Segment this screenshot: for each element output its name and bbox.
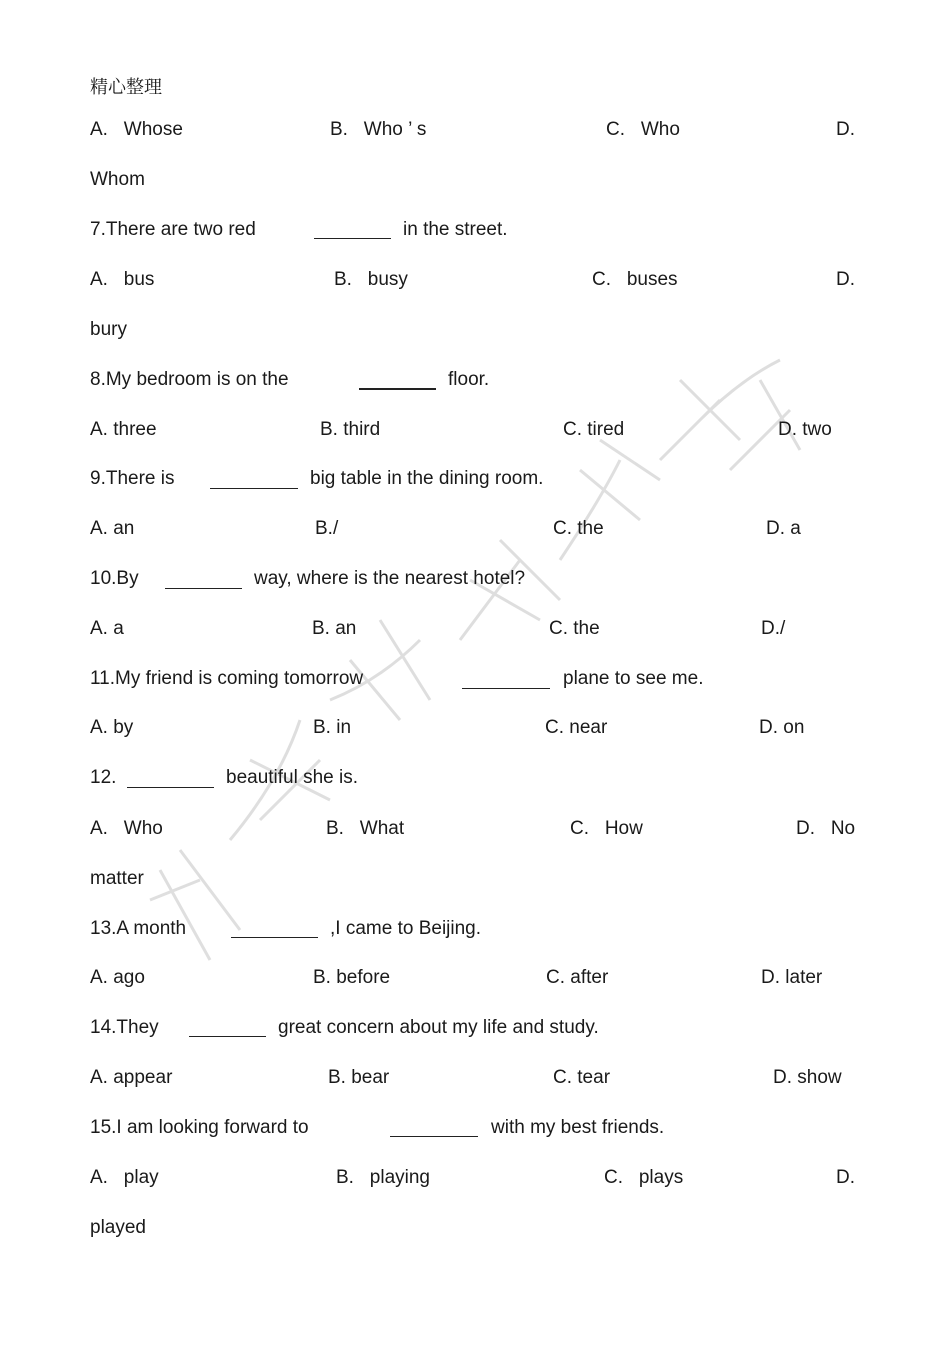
q14-stem-start: 14.They <box>90 1017 159 1038</box>
q12-answer-blank[interactable] <box>127 787 214 788</box>
q14-answer-blank[interactable] <box>189 1036 266 1037</box>
q8-option-a[interactable]: A. three <box>90 419 157 440</box>
q14-option-d[interactable]: D. show <box>773 1067 842 1088</box>
q9-option-a[interactable]: A. an <box>90 518 135 539</box>
q8-answer-blank[interactable] <box>359 388 436 390</box>
q12-option-d-text: matter <box>90 868 144 889</box>
q11-answer-blank[interactable] <box>462 688 550 689</box>
q12-option-b[interactable]: B. What <box>326 818 405 839</box>
page-header: 精心整理 <box>90 77 162 98</box>
q7-stem-end: in the street. <box>403 219 508 240</box>
q7-option-a[interactable]: A. bus <box>90 269 155 290</box>
q13-option-d[interactable]: D. later <box>761 967 823 988</box>
q9-stem-end: big table in the dining room. <box>310 468 544 489</box>
q8-option-b[interactable]: B. third <box>320 419 381 440</box>
q6-option-b[interactable]: B. Who ’ s <box>330 119 427 140</box>
q9-stem-start: 9.There is <box>90 468 175 489</box>
q10-option-c[interactable]: C. the <box>549 618 600 639</box>
q11-option-b[interactable]: B. in <box>313 717 352 738</box>
q11-option-a[interactable]: A. by <box>90 717 134 738</box>
q12-option-c[interactable]: C. How <box>570 818 643 839</box>
q12-stem-start: 12. <box>90 767 117 788</box>
q9-option-b[interactable]: B./ <box>315 518 339 539</box>
q6-option-a[interactable]: A. Whose <box>90 119 183 140</box>
q12-option-a[interactable]: A. Who <box>90 818 163 839</box>
q11-stem-start: 11.My friend is coming tomorrow <box>90 668 364 689</box>
q6-option-d[interactable]: D. <box>836 119 855 140</box>
q13-option-b[interactable]: B. before <box>313 967 391 988</box>
q14-option-a[interactable]: A. appear <box>90 1067 173 1088</box>
q15-stem-end: with my best friends. <box>491 1117 665 1138</box>
q7-option-d[interactable]: D. <box>836 269 855 290</box>
q10-option-b[interactable]: B. an <box>312 618 357 639</box>
q15-option-a[interactable]: A. play <box>90 1167 159 1188</box>
q7-option-b[interactable]: B. busy <box>334 269 408 290</box>
q6-option-c[interactable]: C. Who <box>606 119 680 140</box>
q14-option-c[interactable]: C. tear <box>553 1067 611 1088</box>
q13-stem-end: ,I came to Beijing. <box>330 918 482 939</box>
q10-option-d[interactable]: D./ <box>761 618 786 639</box>
q15-option-d[interactable]: D. <box>836 1167 855 1188</box>
q14-option-b[interactable]: B. bear <box>328 1067 390 1088</box>
q13-option-c[interactable]: C. after <box>546 967 609 988</box>
q11-option-d[interactable]: D. on <box>759 717 805 738</box>
q8-stem-end: floor. <box>448 369 490 390</box>
q7-option-c[interactable]: C. buses <box>592 269 678 290</box>
q7-answer-blank[interactable] <box>314 238 391 239</box>
q11-stem-end: plane to see me. <box>563 668 704 689</box>
q11-option-c[interactable]: C. near <box>545 717 608 738</box>
q15-option-c[interactable]: C. plays <box>604 1167 684 1188</box>
q10-answer-blank[interactable] <box>165 588 242 589</box>
q13-answer-blank[interactable] <box>231 937 318 938</box>
q10-option-a[interactable]: A. a <box>90 618 124 639</box>
q6-option-d-text: Whom <box>90 169 145 190</box>
q13-stem-start: 13.A month <box>90 918 187 939</box>
q15-option-d-text: played <box>90 1217 146 1238</box>
q14-stem-end: great concern about my life and study. <box>278 1017 599 1038</box>
q9-answer-blank[interactable] <box>210 488 298 489</box>
q15-option-b[interactable]: B. playing <box>336 1167 430 1188</box>
q8-option-c[interactable]: C. tired <box>563 419 625 440</box>
q8-stem-start: 8.My bedroom is on the <box>90 369 289 390</box>
q9-option-d[interactable]: D. a <box>766 518 801 539</box>
q8-option-d[interactable]: D. two <box>778 419 832 440</box>
q15-stem-start: 15.I am looking forward to <box>90 1117 309 1138</box>
q12-stem-end: beautiful she is. <box>226 767 359 788</box>
q9-option-c[interactable]: C. the <box>553 518 604 539</box>
q7-option-d-text: bury <box>90 319 127 340</box>
q7-stem-start: 7.There are two red <box>90 219 256 240</box>
q10-stem-end: way, where is the nearest hotel? <box>254 568 526 589</box>
q10-stem-start: 10.By <box>90 568 139 589</box>
q13-option-a[interactable]: A. ago <box>90 967 145 988</box>
q12-option-d[interactable]: D. No <box>796 818 856 839</box>
q15-answer-blank[interactable] <box>390 1136 478 1137</box>
